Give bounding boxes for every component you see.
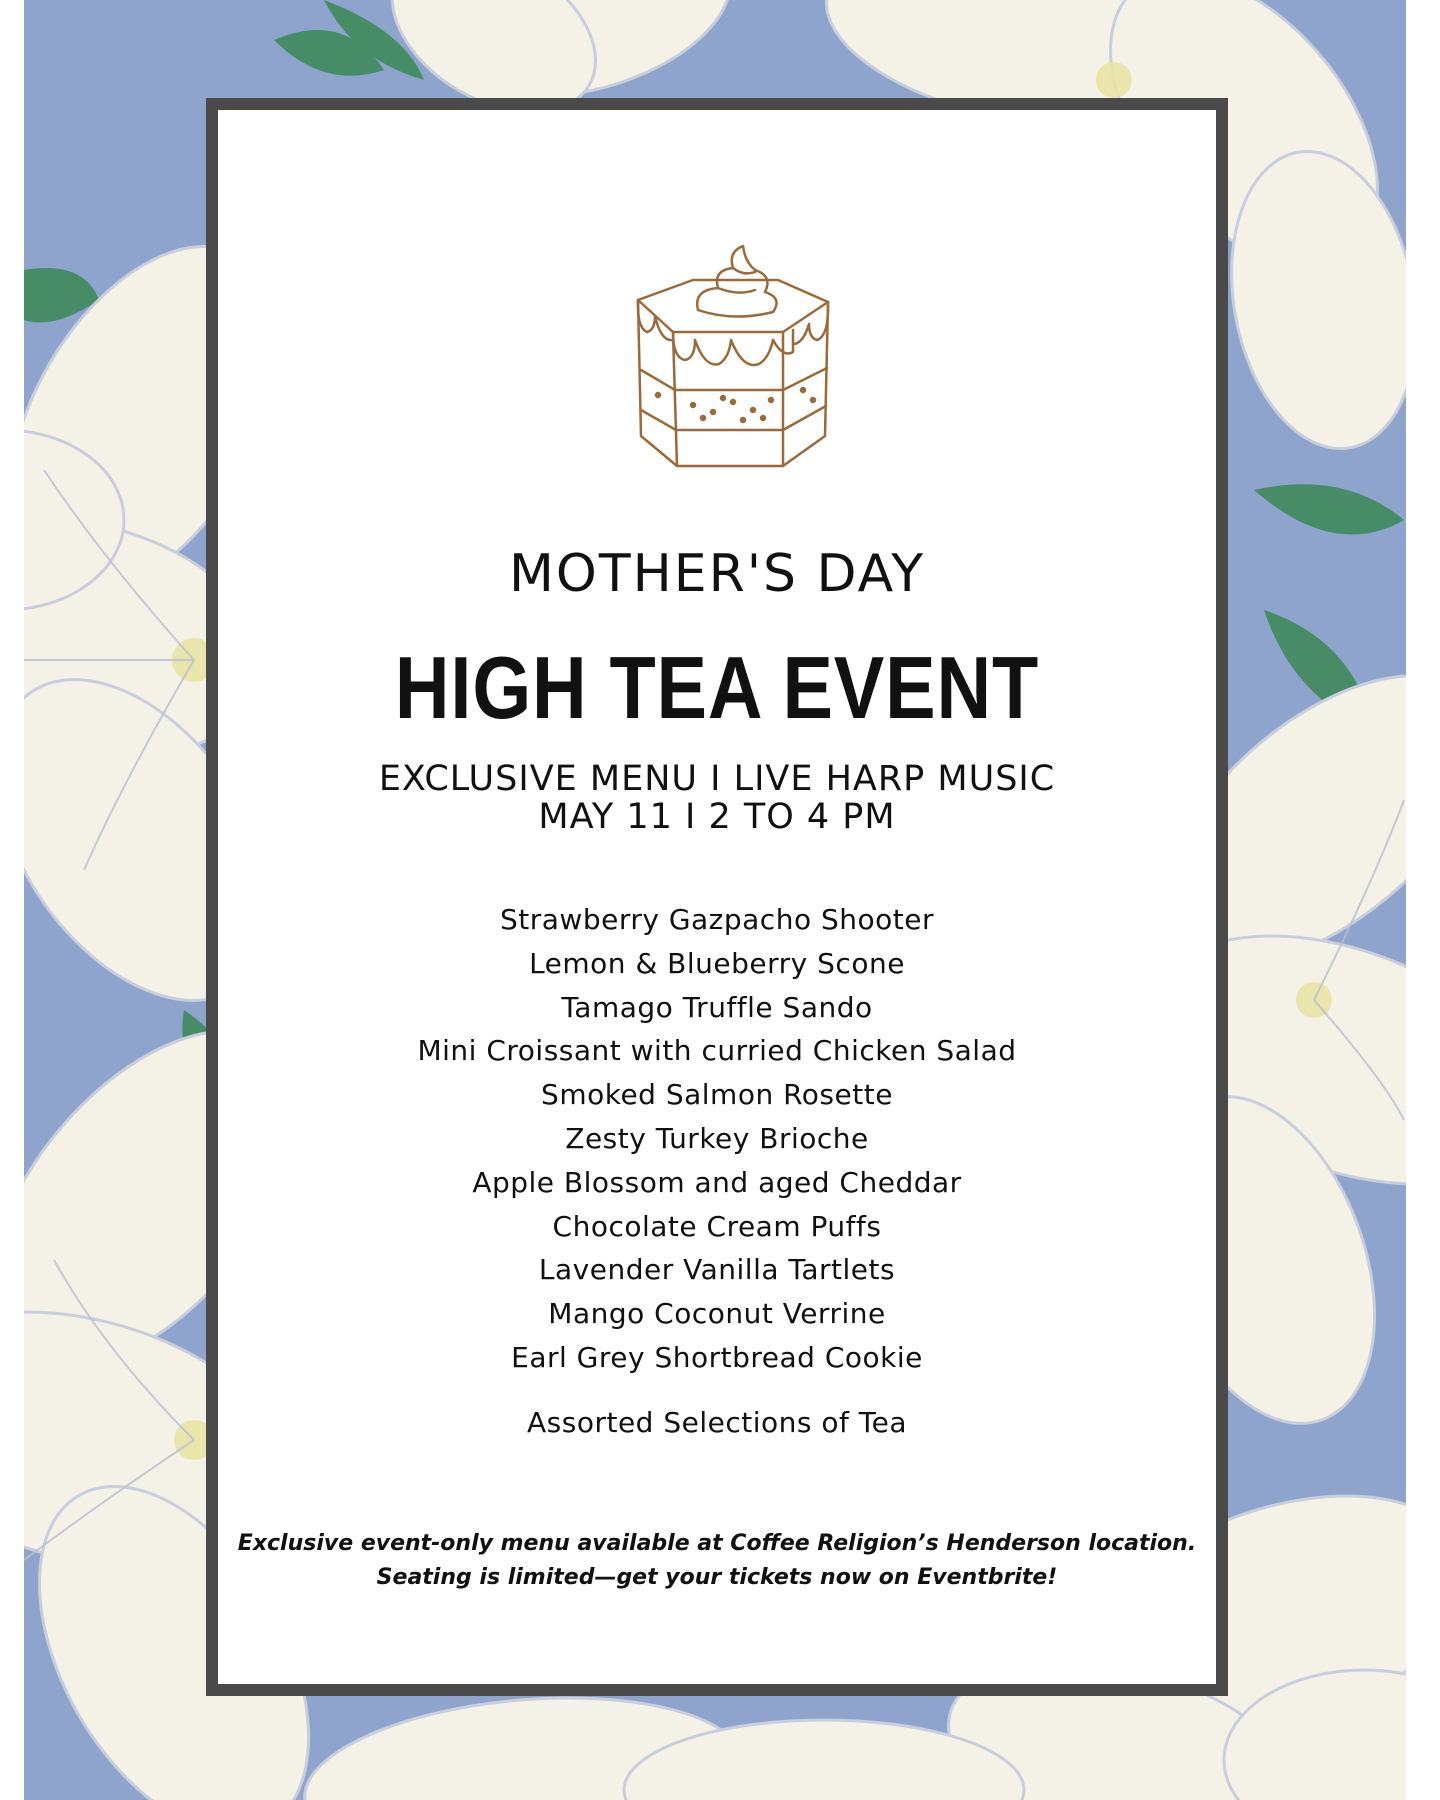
menu-item: Smoked Salmon Rosette (541, 1078, 893, 1112)
menu-item: Zesty Turkey Brioche (565, 1121, 869, 1155)
footer-location-note: Exclusive event-only menu available at Coffee Religion’s Henderson location. (237, 1531, 1197, 1556)
event-title: HIGH TEA EVENT (394, 638, 1040, 737)
menu-item: Earl Grey Shortbread Cookie (511, 1340, 923, 1374)
menu-item: Lavender Vanilla Tartlets (538, 1253, 896, 1287)
event-highlights: EXCLUSIVE MENU I LIVE HARP MUSIC (378, 759, 1056, 799)
menu-item: Strawberry Gazpacho Shooter (500, 903, 934, 936)
menu-card (206, 98, 1228, 1696)
menu-item: Mini Croissant with curried Chicken Salad (417, 1034, 1017, 1068)
menu-item: Mango Coconut Verrine (548, 1297, 886, 1331)
menu-item: Lemon & Blueberry Scone (529, 946, 905, 980)
menu-list (218, 898, 1216, 1380)
event-date-time: MAY 11 I 2 TO 4 PM (538, 797, 896, 837)
menu-item: Tamago Truffle Sando (561, 990, 873, 1024)
leaf-shape (1254, 484, 1404, 534)
event-subtitle: MOTHER'S DAY (509, 544, 925, 604)
footer-ticket-note: Seating is limited—get your tickets now on Eventbrite! (376, 1565, 1058, 1590)
menu-item: Apple Blossom and aged Cheddar (472, 1165, 962, 1199)
petit-four-cake-icon (633, 240, 833, 476)
tea-selection: Assorted Selections of Tea (527, 1406, 907, 1439)
poster-background (24, 0, 1406, 1800)
menu-item: Chocolate Cream Puffs (552, 1209, 882, 1243)
